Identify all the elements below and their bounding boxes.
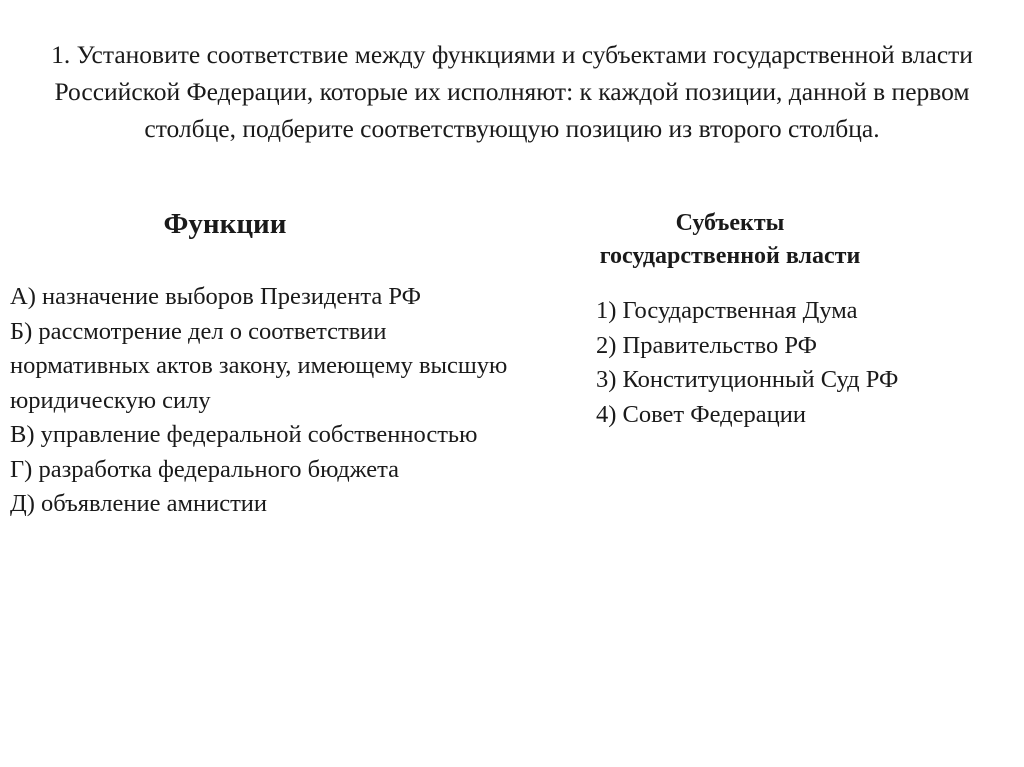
function-item-g: Г) разработка федерального бюджета — [10, 455, 400, 483]
subjects-list — [596, 294, 1016, 432]
subjects-heading-line2: государственной власти — [599, 243, 861, 269]
subjects-heading — [520, 207, 940, 273]
functions-heading: Функции — [163, 208, 287, 240]
function-item-a: А) назначение выборов Президента РФ — [10, 283, 421, 310]
functions-list — [10, 280, 510, 522]
function-item-v: В) управление федеральной собственностью — [10, 421, 478, 448]
subject-item-1: 1) Государственная Дума — [596, 297, 858, 324]
subject-item-3: 3) Конституционный Суд РФ — [596, 366, 899, 393]
function-item-b: Б) рассмотрение дел о соответствии нормативных актов закону, имеющему высшую юридическую силу — [10, 317, 508, 414]
subjects-heading-line1: Субъекты — [675, 210, 785, 236]
subject-item-2: 2) Правительство РФ — [596, 331, 817, 359]
subject-item-4: 4) Совет Федерации — [596, 400, 806, 428]
function-item-d: Д) объявление амнистии — [10, 490, 268, 517]
task-statement: 1. Установите соответствие между функциями и субъектами государственной власти Российской Федерации, которые их исполняют: к каждой позиции, данной в первом столбце, подберите соответствующую позицию из второго столбца. — [51, 40, 973, 143]
